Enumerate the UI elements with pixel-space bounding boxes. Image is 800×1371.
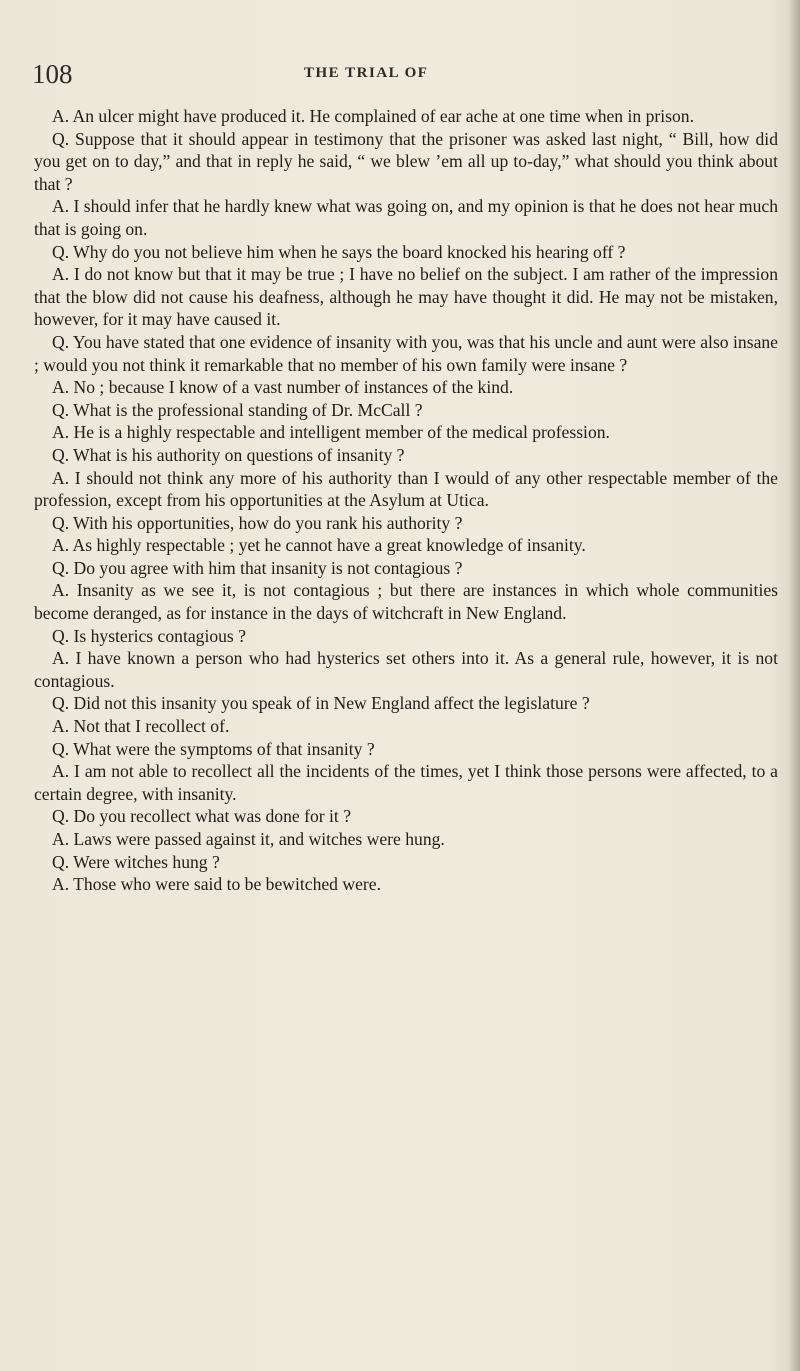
paragraph: Q. Were witches hung ? xyxy=(52,851,220,872)
paragraph: Q. You have stated that one evidence of insanity with you, was that his uncle and aunt were also insane ; would you not think it remarkable that no member of his own family were insane ? xyxy=(34,331,778,375)
running-head: THE TRIAL OF xyxy=(304,65,429,81)
paragraph: Q. What is the professional standing of Dr. McCall ? xyxy=(52,399,423,420)
paragraph: A. Laws were passed against it, and witches were hung. xyxy=(52,829,445,849)
paragraph: Q. Did not this insanity you speak of in New England affect the legislature ? xyxy=(52,693,590,714)
paragraph: A. Insanity as we see it, is not contagious ; but there are instances in which whole communities become deranged, as for instance in the days of witchcraft in New England. xyxy=(34,580,778,624)
paragraph: A. An ulcer might have produced it. He complained of ear ache at one time when in prison. xyxy=(52,106,694,126)
paragraph: A. As highly respectable ; yet he cannot have a great knowledge of insanity. xyxy=(52,535,586,556)
paragraph: Q. Is hysterics contagious ? xyxy=(52,625,246,646)
paragraph: A. Not that I recollect of. xyxy=(52,716,230,737)
page-header xyxy=(32,58,762,98)
paragraph: Q. With his opportunities, how do you rank his authority ? xyxy=(52,512,463,533)
testimony-text xyxy=(34,105,778,896)
paragraph: A. No ; because I know of a vast number of instances of the kind. xyxy=(52,377,514,398)
paragraph: A. He is a highly respectable and intelligent member of the medical profession. xyxy=(52,422,610,443)
paragraph: A. I do not know but that it may be true ; I have no belief on the subject. I am rather of the impression that the blow did not cause his deafness, although he may have thought it did. He may not be mistaken, however, for it may have caused it. xyxy=(34,264,778,330)
paragraph: Q. Why do you not believe him when he says the board knocked his hearing off ? xyxy=(52,241,626,262)
paragraph: A. I am not able to recollect all the incidents of the times, yet I think those persons were affected, to a certain degree, with insanity. xyxy=(34,761,778,804)
page-number: 108 xyxy=(32,59,73,89)
paragraph: A. I have known a person who had hysterics set others into it. As a general rule, however, it is not contagious. xyxy=(34,648,778,691)
paragraph: A. I should infer that he hardly knew what was going on, and my opinion is that he does not hear much that is going on. xyxy=(34,196,778,239)
paragraph: Q. What were the symptoms of that insanity ? xyxy=(52,738,375,759)
paragraph: Q. What is his authority on questions of insanity ? xyxy=(52,444,405,465)
paragraph: A. I should not think any more of his authority than I would of any other respectable member of the profession, except from his opportunities at the Asylum at Utica. xyxy=(34,467,778,511)
paragraph: A. Those who were said to be bewitched were. xyxy=(52,874,381,895)
page-edge-shadow xyxy=(788,0,800,1371)
paragraph: Q. Do you agree with him that insanity is not contagious ? xyxy=(52,557,463,578)
paragraph: Q. Suppose that it should appear in testimony that the prisoner was asked last night, “ Bill, how did you get on to day,” and that in reply he said, “ we blew ’em all up to-day,” what should you think about that ? xyxy=(34,128,778,194)
paragraph: Q. Do you recollect what was done for it ? xyxy=(52,806,351,827)
